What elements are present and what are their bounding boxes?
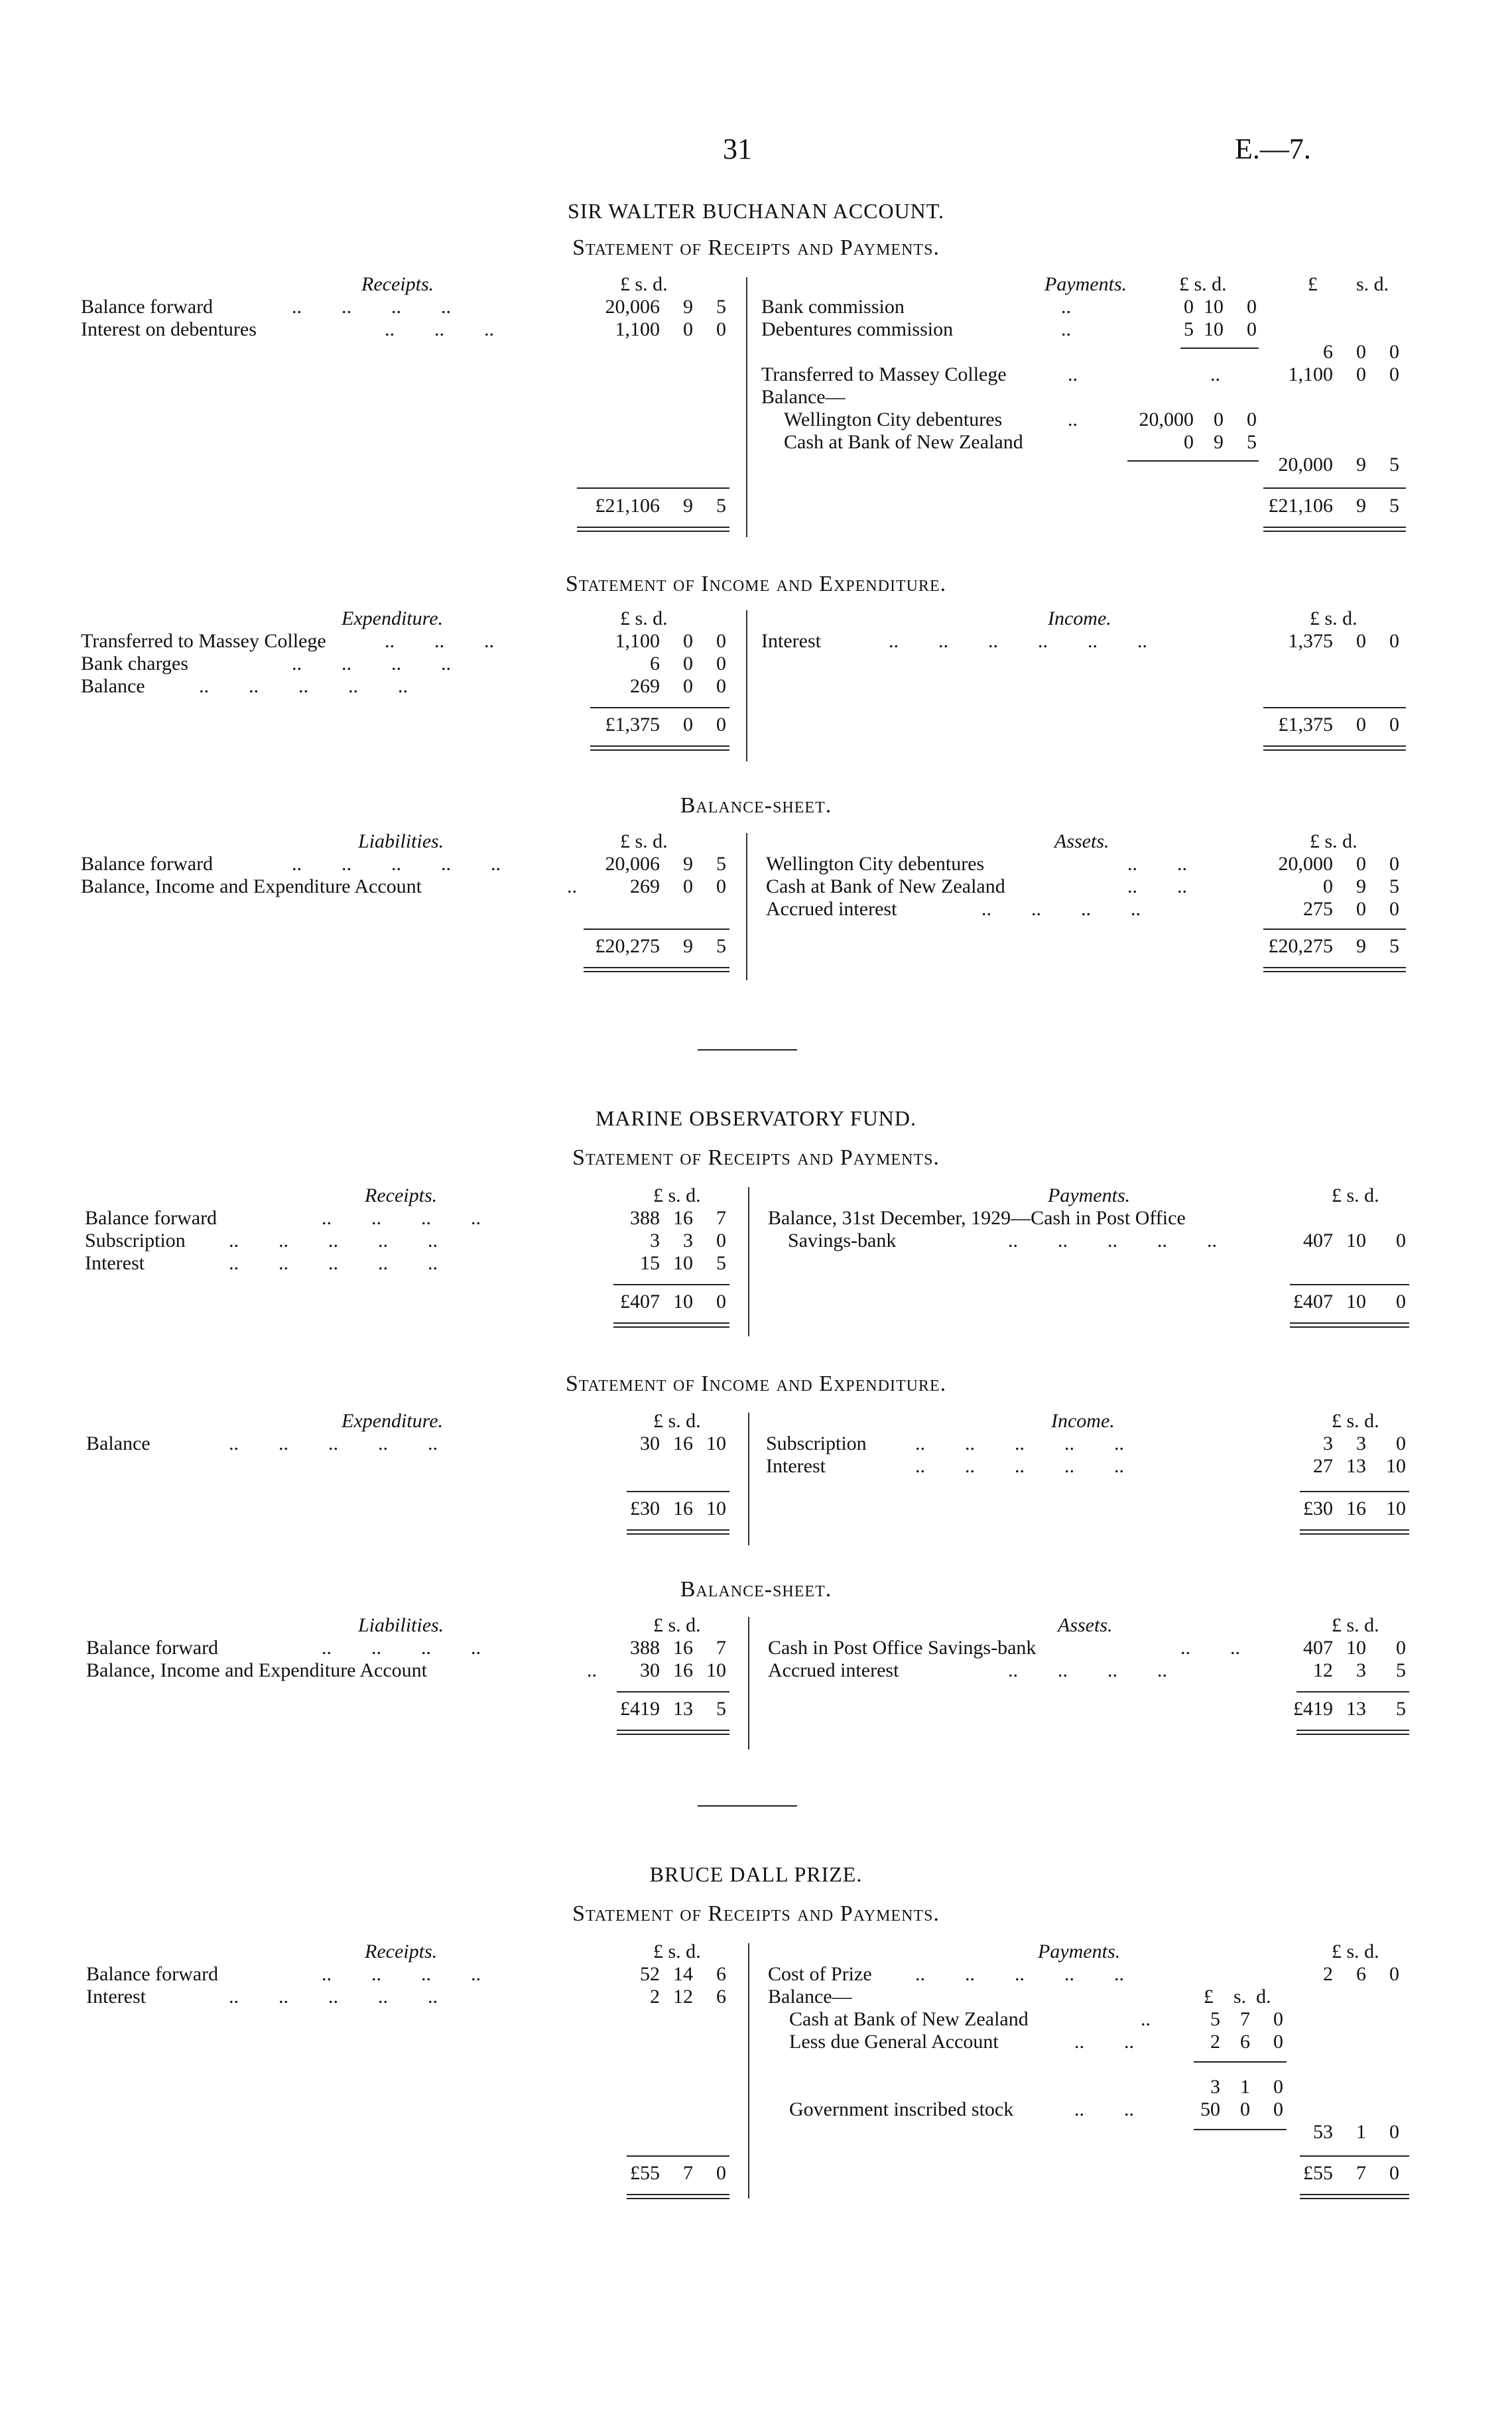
amount-shillings: 9 <box>1356 875 1366 897</box>
total-pounds: £20,275 <box>1268 935 1333 957</box>
entry-label: Interest <box>85 1252 145 1274</box>
subtotal-pounds: 3 <box>1210 2076 1220 2098</box>
lsd-header: £ s. d. <box>1332 1614 1379 1636</box>
amount-pence: 0 <box>1247 296 1257 318</box>
amount-pounds: 6 <box>650 653 660 674</box>
amount-shillings: 3 <box>1356 1659 1366 1681</box>
subtotal-pounds: 6 <box>1323 341 1333 363</box>
total-pounds: £407 <box>1293 1291 1333 1312</box>
total-shillings: 13 <box>1346 1698 1366 1720</box>
entry-label: Balance forward <box>85 1207 218 1229</box>
entry-label: Wellington City debentures <box>784 409 1003 430</box>
amount-pounds: 269 <box>630 675 660 697</box>
amount-pounds: 12 <box>1313 1659 1333 1681</box>
entry-label: Bank commission <box>761 296 905 318</box>
total-pence: 5 <box>1389 495 1399 517</box>
column-header-liabilities: Liabilities. <box>358 830 444 852</box>
total-pence: 0 <box>1389 714 1399 735</box>
amount-shillings: 0 <box>1356 630 1366 652</box>
total-pence: 0 <box>1396 1291 1406 1312</box>
amount-shillings: 0 <box>1214 409 1224 430</box>
amount-pence: 10 <box>706 1659 726 1681</box>
amount-pence: 0 <box>716 318 726 340</box>
amount-shillings: 0 <box>683 675 693 697</box>
statement-title: Statement of Receipts and Payments. <box>572 1901 940 1926</box>
column-header-expenditure: Expenditure. <box>342 607 444 629</box>
amount-pounds: 5 <box>1184 318 1194 340</box>
page-number: 31 <box>723 133 752 165</box>
total-pounds: £21,106 <box>1268 495 1333 517</box>
amount-shillings: 16 <box>673 1433 693 1454</box>
amount-pounds: 0 <box>1184 296 1194 318</box>
amount-shillings: 16 <box>673 1637 693 1659</box>
column-header-payments: Payments. <box>1044 273 1127 295</box>
total-shillings: 16 <box>1346 1498 1366 1519</box>
lsd-header: £ s. d. <box>620 273 668 295</box>
amount-shillings: 0 <box>1356 853 1366 875</box>
column-divider <box>746 833 747 980</box>
statement-title: Statement of Income and Expenditure. <box>565 572 947 596</box>
amount-pounds: 388 <box>630 1207 660 1229</box>
amount-pence: 0 <box>716 630 726 652</box>
lsd-header: £ s. d. <box>653 1614 701 1636</box>
amount-pounds: 5 <box>1210 2008 1220 2030</box>
account-title-marine-observatory: MARINE OBSERVATORY FUND. <box>595 1106 917 1130</box>
amount-pence: 0 <box>716 675 726 697</box>
entry-label: Balance, Income and Expenditure Account <box>81 875 422 897</box>
total-shillings: 0 <box>683 714 693 735</box>
entry-label: Accrued interest <box>768 1659 899 1681</box>
statement-title: Balance-sheet. <box>680 1577 832 1602</box>
amount-shillings: 0 <box>1356 363 1366 385</box>
entry-label: Balance forward <box>86 1637 219 1659</box>
amount-shillings: 7 <box>1240 2008 1250 2030</box>
amount-pence: 0 <box>1247 318 1257 340</box>
amount-pounds: 20,000 <box>1278 853 1333 875</box>
amount-pence: 7 <box>716 1637 726 1659</box>
column-header-income: Income. <box>1051 1410 1115 1432</box>
amount-pounds: 20,006 <box>605 853 660 875</box>
entry-label: Interest on debentures <box>81 318 257 340</box>
amount-shillings: 10 <box>673 1252 693 1274</box>
amount-pounds: 15 <box>640 1252 660 1274</box>
entry-label: Interest <box>761 630 821 652</box>
entry-label: Balance forward <box>81 296 214 318</box>
lsd-header: £ s. d. <box>1332 1941 1379 1962</box>
total-pounds: £1,375 <box>605 714 660 735</box>
total-pounds: £419 <box>1293 1698 1333 1720</box>
column-header-receipts: Receipts. <box>361 273 434 295</box>
total-pounds: £55 <box>630 2162 660 2184</box>
lsd-header: £ s. d. <box>1332 1184 1379 1206</box>
amount-pounds: 27 <box>1313 1455 1333 1477</box>
column-divider <box>748 1187 749 1336</box>
amount-shillings: 10 <box>1204 296 1224 318</box>
amount-pence: 5 <box>716 1252 726 1274</box>
entry-label: Cash at Bank of New Zealand <box>784 431 1023 453</box>
total-pounds: £55 <box>1303 2162 1333 2184</box>
amount-shillings: 9 <box>1214 431 1224 453</box>
column-header-payments: Payments. <box>1048 1184 1131 1206</box>
total-shillings: 9 <box>683 495 693 517</box>
statement-title: Statement of Receipts and Payments. <box>572 1145 940 1170</box>
amount-shillings: 0 <box>683 630 693 652</box>
subtotal-pence: 0 <box>1389 2121 1399 2143</box>
amount-shillings: 16 <box>673 1207 693 1229</box>
entry-label: Bank charges <box>81 653 188 674</box>
entry-label: Balance forward <box>81 853 214 875</box>
column-header-income: Income. <box>1048 607 1111 629</box>
entry-label: Savings-bank <box>788 1230 897 1251</box>
entry-label: Cash at Bank of New Zealand <box>789 2008 1029 2030</box>
amount-shillings: 10 <box>1204 318 1224 340</box>
pound-header: £ <box>1308 273 1318 295</box>
entry-label: Wellington City debentures <box>766 853 985 875</box>
total-pence: 5 <box>716 1698 726 1720</box>
total-pounds: £30 <box>630 1498 660 1519</box>
amount-pence: 5 <box>1396 1659 1406 1681</box>
lsd-header: £ s. d. <box>653 1410 701 1432</box>
subtotal-shillings: 1 <box>1356 2121 1366 2143</box>
column-header-assets: Assets. <box>1054 830 1109 852</box>
amount-pounds: 407 <box>1303 1637 1333 1659</box>
amount-pounds: 3 <box>650 1230 660 1251</box>
column-divider <box>748 1413 749 1545</box>
entry-label: Cash at Bank of New Zealand <box>766 875 1005 897</box>
subtotal-pounds: 20,000 <box>1278 454 1333 476</box>
amount-pence: 0 <box>716 653 726 674</box>
amount-pence: 0 <box>716 1230 726 1251</box>
total-shillings: 9 <box>683 935 693 957</box>
column-header-receipts: Receipts. <box>365 1941 438 1962</box>
amount-pounds: 269 <box>630 875 660 897</box>
total-pence: 0 <box>716 2162 726 2184</box>
entry-label: Balance— <box>761 386 846 408</box>
total-pounds: £1,375 <box>1278 714 1333 735</box>
amount-shillings: 10 <box>1346 1230 1366 1251</box>
amount-pounds: 0 <box>1323 875 1333 897</box>
subtotal-shillings: 1 <box>1240 2076 1250 2098</box>
amount-shillings: 0 <box>683 875 693 897</box>
amount-shillings: 0 <box>1356 898 1366 920</box>
total-shillings: 0 <box>1356 714 1366 735</box>
total-pence: 5 <box>1389 935 1399 957</box>
total-shillings: 10 <box>1346 1291 1366 1312</box>
lsd-header: £ s. d. <box>1332 1410 1379 1432</box>
amount-shillings: 0 <box>1240 2098 1250 2120</box>
amount-pence: 0 <box>1396 1637 1406 1659</box>
entry-label: Cash in Post Office Savings-bank <box>768 1637 1037 1659</box>
amount-shillings: 9 <box>683 296 693 318</box>
amount-shillings: 3 <box>1356 1433 1366 1454</box>
amount-pence: 0 <box>1389 853 1399 875</box>
entry-label: Accrued interest <box>766 898 897 920</box>
column-header-liabilities: Liabilities. <box>358 1614 444 1636</box>
amount-pence: 0 <box>1396 1230 1406 1251</box>
page-reference: E.—7. <box>1235 133 1311 165</box>
total-pounds: £30 <box>1303 1498 1333 1519</box>
amount-pence: 6 <box>716 1963 726 1985</box>
amount-pounds: 50 <box>1200 2098 1220 2120</box>
amount-shillings: 14 <box>673 1963 693 1985</box>
subtotal-shillings: 0 <box>1356 341 1366 363</box>
amount-pounds: 388 <box>630 1637 660 1659</box>
amount-pounds: 275 <box>1303 898 1333 920</box>
amount-pounds: 1,100 <box>615 630 660 652</box>
total-shillings: 9 <box>1356 935 1366 957</box>
column-header-payments: Payments. <box>1038 1941 1121 1962</box>
total-shillings: 10 <box>673 1291 693 1312</box>
amount-pence: 0 <box>1247 409 1257 430</box>
amount-shillings: 9 <box>683 853 693 875</box>
entry-label: Balance forward <box>86 1963 219 1985</box>
entry-label: Transferred to Massey College <box>761 363 1007 385</box>
lsd-header: £ s. d. <box>1310 607 1357 629</box>
statement-title: Statement of Receipts and Payments. <box>572 235 940 260</box>
amount-shillings: 10 <box>1346 1637 1366 1659</box>
statement-title: Balance-sheet. <box>680 793 832 818</box>
section-separator <box>698 1805 797 1807</box>
entry-label: Balance, Income and Expenditure Account <box>86 1659 427 1681</box>
total-pence: 0 <box>716 714 726 735</box>
amount-pounds: 407 <box>1303 1230 1333 1251</box>
total-pence: 0 <box>1389 2162 1399 2184</box>
entry-label: Balance <box>81 675 145 697</box>
total-shillings: 7 <box>1356 2162 1366 2184</box>
lsd-header: £ s. d. <box>653 1184 701 1206</box>
entry-label: Interest <box>86 1986 146 2008</box>
total-pounds: £419 <box>620 1698 660 1720</box>
amount-shillings: 6 <box>1240 2031 1250 2053</box>
amount-pence: 5 <box>1389 875 1399 897</box>
entry-label: Balance, 31st December, 1929—Cash in Post Office <box>768 1207 1186 1229</box>
column-divider <box>748 1617 749 1750</box>
entry-label: Balance <box>86 1433 151 1454</box>
amount-pence: 0 <box>1389 898 1399 920</box>
amount-pence: 0 <box>1273 2098 1283 2120</box>
total-pence: 5 <box>716 935 726 957</box>
entry-label: Balance— <box>768 1986 852 2008</box>
column-divider <box>746 277 747 537</box>
amount-shillings: 12 <box>673 1986 693 2008</box>
amount-pounds: 2 <box>1210 2031 1220 2053</box>
amount-pence: 10 <box>1386 1455 1406 1477</box>
entry-label: Cost of Prize <box>768 1963 872 1985</box>
section-separator <box>698 1049 797 1051</box>
account-title-buchanan: SIR WALTER BUCHANAN ACCOUNT. <box>568 199 944 223</box>
entry-label: Transferred to Massey College <box>81 630 326 652</box>
amount-shillings: 13 <box>1346 1455 1366 1477</box>
column-header-assets: Assets. <box>1058 1614 1113 1636</box>
amount-pence: 0 <box>1389 1963 1399 1985</box>
total-pounds: £407 <box>620 1291 660 1312</box>
entry-label: Subscription <box>766 1433 867 1454</box>
amount-pounds: 1,100 <box>615 318 660 340</box>
subtotal-pence: 5 <box>1389 454 1399 476</box>
amount-pounds: 1,100 <box>1288 363 1333 385</box>
subtotal-shillings: 9 <box>1356 454 1366 476</box>
entry-label: Interest <box>766 1455 826 1477</box>
account-title-bruce-dall: BRUCE DALL PRIZE. <box>649 1862 863 1886</box>
amount-pence: 0 <box>1389 630 1399 652</box>
total-pence: 0 <box>716 1291 726 1312</box>
amount-pence: 0 <box>1396 1433 1406 1454</box>
amount-pence: 5 <box>716 296 726 318</box>
total-pence: 10 <box>1386 1498 1406 1519</box>
lsd-header: £ s. d. <box>653 1941 701 1962</box>
subtotal-pence: 0 <box>1273 2076 1283 2098</box>
amount-pounds: 20,000 <box>1139 409 1194 430</box>
amount-shillings: 3 <box>683 1230 693 1251</box>
column-header-receipts: Receipts. <box>365 1184 438 1206</box>
amount-pounds: 2 <box>1323 1963 1333 1985</box>
column-header-expenditure: Expenditure. <box>342 1410 444 1432</box>
amount-shillings: 0 <box>683 318 693 340</box>
entry-label: Debentures commission <box>761 318 954 340</box>
total-shillings: 7 <box>683 2162 693 2184</box>
total-pence: 5 <box>1396 1698 1406 1720</box>
amount-pounds: 30 <box>640 1659 660 1681</box>
amount-pence: 0 <box>716 875 726 897</box>
amount-shillings: 6 <box>1356 1963 1366 1985</box>
total-pounds: £20,275 <box>595 935 660 957</box>
total-shillings: 16 <box>673 1498 693 1519</box>
lsd-header: £ s. d. <box>1310 830 1357 852</box>
total-shillings: 9 <box>1356 495 1366 517</box>
amount-shillings: 0 <box>683 653 693 674</box>
amount-pence: 0 <box>1273 2008 1283 2030</box>
total-pence: 10 <box>706 1498 726 1519</box>
column-divider <box>746 610 747 761</box>
total-pence: 5 <box>716 495 726 517</box>
lsd-header: £ s. d. <box>620 607 668 629</box>
amount-pence: 0 <box>1273 2031 1283 2053</box>
amount-pence: 10 <box>706 1433 726 1454</box>
entry-label: Subscription <box>85 1230 186 1251</box>
subtotal-pence: 0 <box>1389 341 1399 363</box>
amount-shillings: 16 <box>673 1659 693 1681</box>
subtotal-pounds: 53 <box>1313 2121 1333 2143</box>
amount-pounds: 0 <box>1184 431 1194 453</box>
entry-label: Government inscribed stock <box>789 2098 1014 2120</box>
lsd-header: £ s. d. <box>1179 273 1227 295</box>
amount-pence: 5 <box>716 853 726 875</box>
total-shillings: 13 <box>673 1698 693 1720</box>
amount-pounds: 2 <box>650 1986 660 2008</box>
statement-title: Statement of Income and Expenditure. <box>565 1372 947 1396</box>
total-pounds: £21,106 <box>595 495 660 517</box>
amount-pence: 5 <box>1247 431 1257 453</box>
amount-pounds: 20,006 <box>605 296 660 318</box>
amount-pence: 6 <box>716 1986 726 2008</box>
amount-pounds: 3 <box>1323 1433 1333 1454</box>
amount-pence: 7 <box>716 1207 726 1229</box>
lsd-header: £ s. d. <box>620 830 668 852</box>
amount-pence: 0 <box>1389 363 1399 385</box>
column-divider <box>748 1943 749 2199</box>
amount-pounds: 30 <box>640 1433 660 1454</box>
amount-pounds: 1,375 <box>1288 630 1333 652</box>
amount-pounds: 52 <box>640 1963 660 1985</box>
entry-label: Less due General Account <box>789 2031 999 2053</box>
